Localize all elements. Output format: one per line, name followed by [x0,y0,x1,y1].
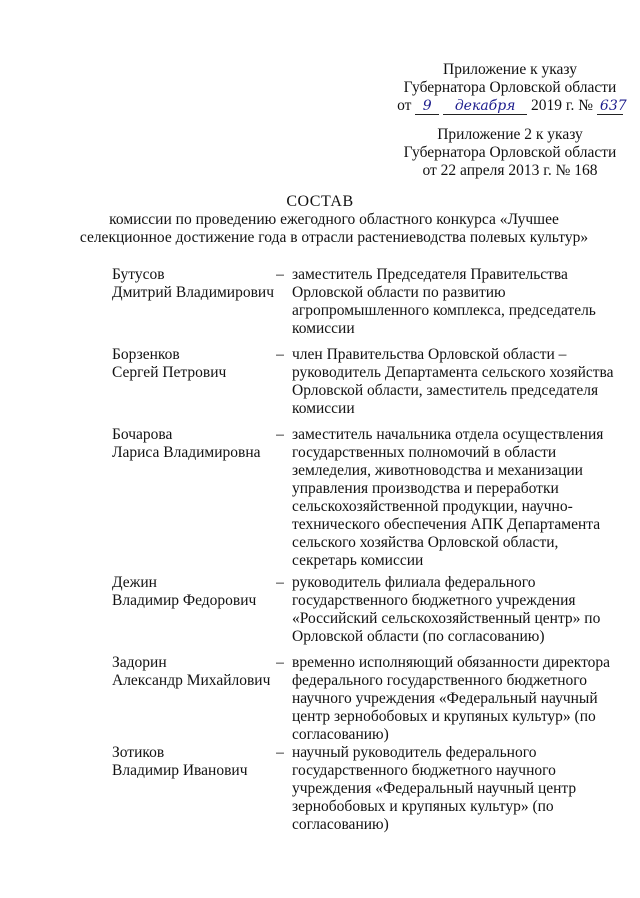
role-line: управления производства и переработки [292,480,559,497]
handwritten-number: 637 [597,98,623,115]
role-line: заместитель начальника отдела осуществления [292,426,604,443]
member-surname: Задорин [112,654,167,671]
role-line: государственного бюджетного научного [292,762,556,779]
role-line: секретарь комиссии [292,552,424,569]
member-name [112,654,277,690]
role-line: центр зернобобовых и крупяных культур» (по [292,708,596,725]
member-name [112,426,277,462]
member-given-name: Дмитрий Владимирович [112,284,275,301]
role-line: член Правительства Орловской области – [292,346,567,363]
member-name [112,346,277,382]
role-line: технического обеспечения АПК Департамента [292,516,601,533]
role-line: руководитель филиала федерального [292,574,536,591]
handwritten-month: декабря [443,98,527,115]
member-surname: Дежин [112,574,157,591]
member-name [112,744,277,780]
appendix-current-header [390,61,630,115]
appendix-current-line2: Губернатора Орловской области [403,79,617,96]
role-line: комиссии [292,400,355,417]
dash-separator: – [276,346,284,363]
member-given-name: Владимир Федорович [112,592,257,609]
member-role [292,654,610,744]
role-line: научного учреждения «Федеральный научный [292,690,598,707]
role-line: Орловской области по развитию [292,284,506,301]
member-role [292,744,610,834]
member-role [292,426,610,570]
role-line: согласованию) [292,726,389,743]
subtitle-line1: комиссии по проведению ежегодного областного конкурса «Лучшее [109,211,559,228]
member-surname: Бочарова [112,426,173,443]
member-role [292,346,614,418]
member-given-name: Лариса Владимировна [112,444,261,461]
member-given-name: Александр Михайлович [112,672,271,689]
appendix-original-line1: Приложение 2 к указу [437,126,583,143]
member-given-name: Владимир Иванович [112,762,248,779]
role-line: сельского хозяйства Орловской области, [292,534,559,551]
document-subtitle [64,211,604,247]
role-line: согласованию) [292,816,389,833]
dash-separator: – [276,266,284,283]
dash-separator: – [276,574,284,591]
role-line: государственного бюджетного учреждения [292,592,576,609]
dash-separator: – [276,654,284,671]
role-line: агропромышленного комплекса, председатель [292,302,596,319]
appendix-original-line3: от 22 апреля 2013 г. № 168 [422,162,598,179]
date-year: 2019 г. № [531,97,594,114]
role-line: зернобобовых и крупяных культур» (по [292,798,554,815]
member-name [112,266,277,302]
member-name [112,574,277,610]
role-line: федерального государственного бюджетного [292,672,587,689]
role-line: «Российский сельскохозяйственный центр» по [292,610,601,627]
member-surname: Зотиков [112,744,165,761]
date-prefix: от [397,97,412,114]
appendix-original-line2: Губернатора Орловской области [403,144,617,161]
role-line: Орловской области, заместитель председателя [292,382,599,399]
dash-separator: – [276,426,284,443]
role-line: руководитель Департамента сельского хозяйства [292,364,614,381]
role-line: заместитель Председателя Правительства [292,266,568,283]
document-title: СОСТАВ [286,193,354,210]
role-line: временно исполняющий обязанности директора [292,654,611,671]
subtitle-line2: селекционное достижение года в отрасли растениеводства полевых культур» [79,229,589,246]
member-role [292,574,610,646]
handwritten-day: 9 [415,98,439,115]
member-role [292,266,610,338]
member-surname: Бутусов [112,266,165,283]
appendix-current-date [390,97,630,115]
role-line: земледелия, животноводства и механизации [292,462,583,479]
member-surname: Борзенков [112,346,180,363]
role-line: научный руководитель федерального [292,744,537,761]
appendix-original-header [390,126,630,180]
role-line: комиссии [292,320,355,337]
role-line: учреждения «Федеральный научный центр [292,780,577,797]
role-line: государственных полномочий в области [292,444,557,461]
role-line: сельскохозяйственной продукции, научно- [292,498,573,515]
member-given-name: Сергей Петрович [112,364,227,381]
role-line: Орловской области (по согласованию) [292,628,545,645]
dash-separator: – [276,744,284,761]
appendix-current-line1: Приложение к указу [443,61,577,78]
